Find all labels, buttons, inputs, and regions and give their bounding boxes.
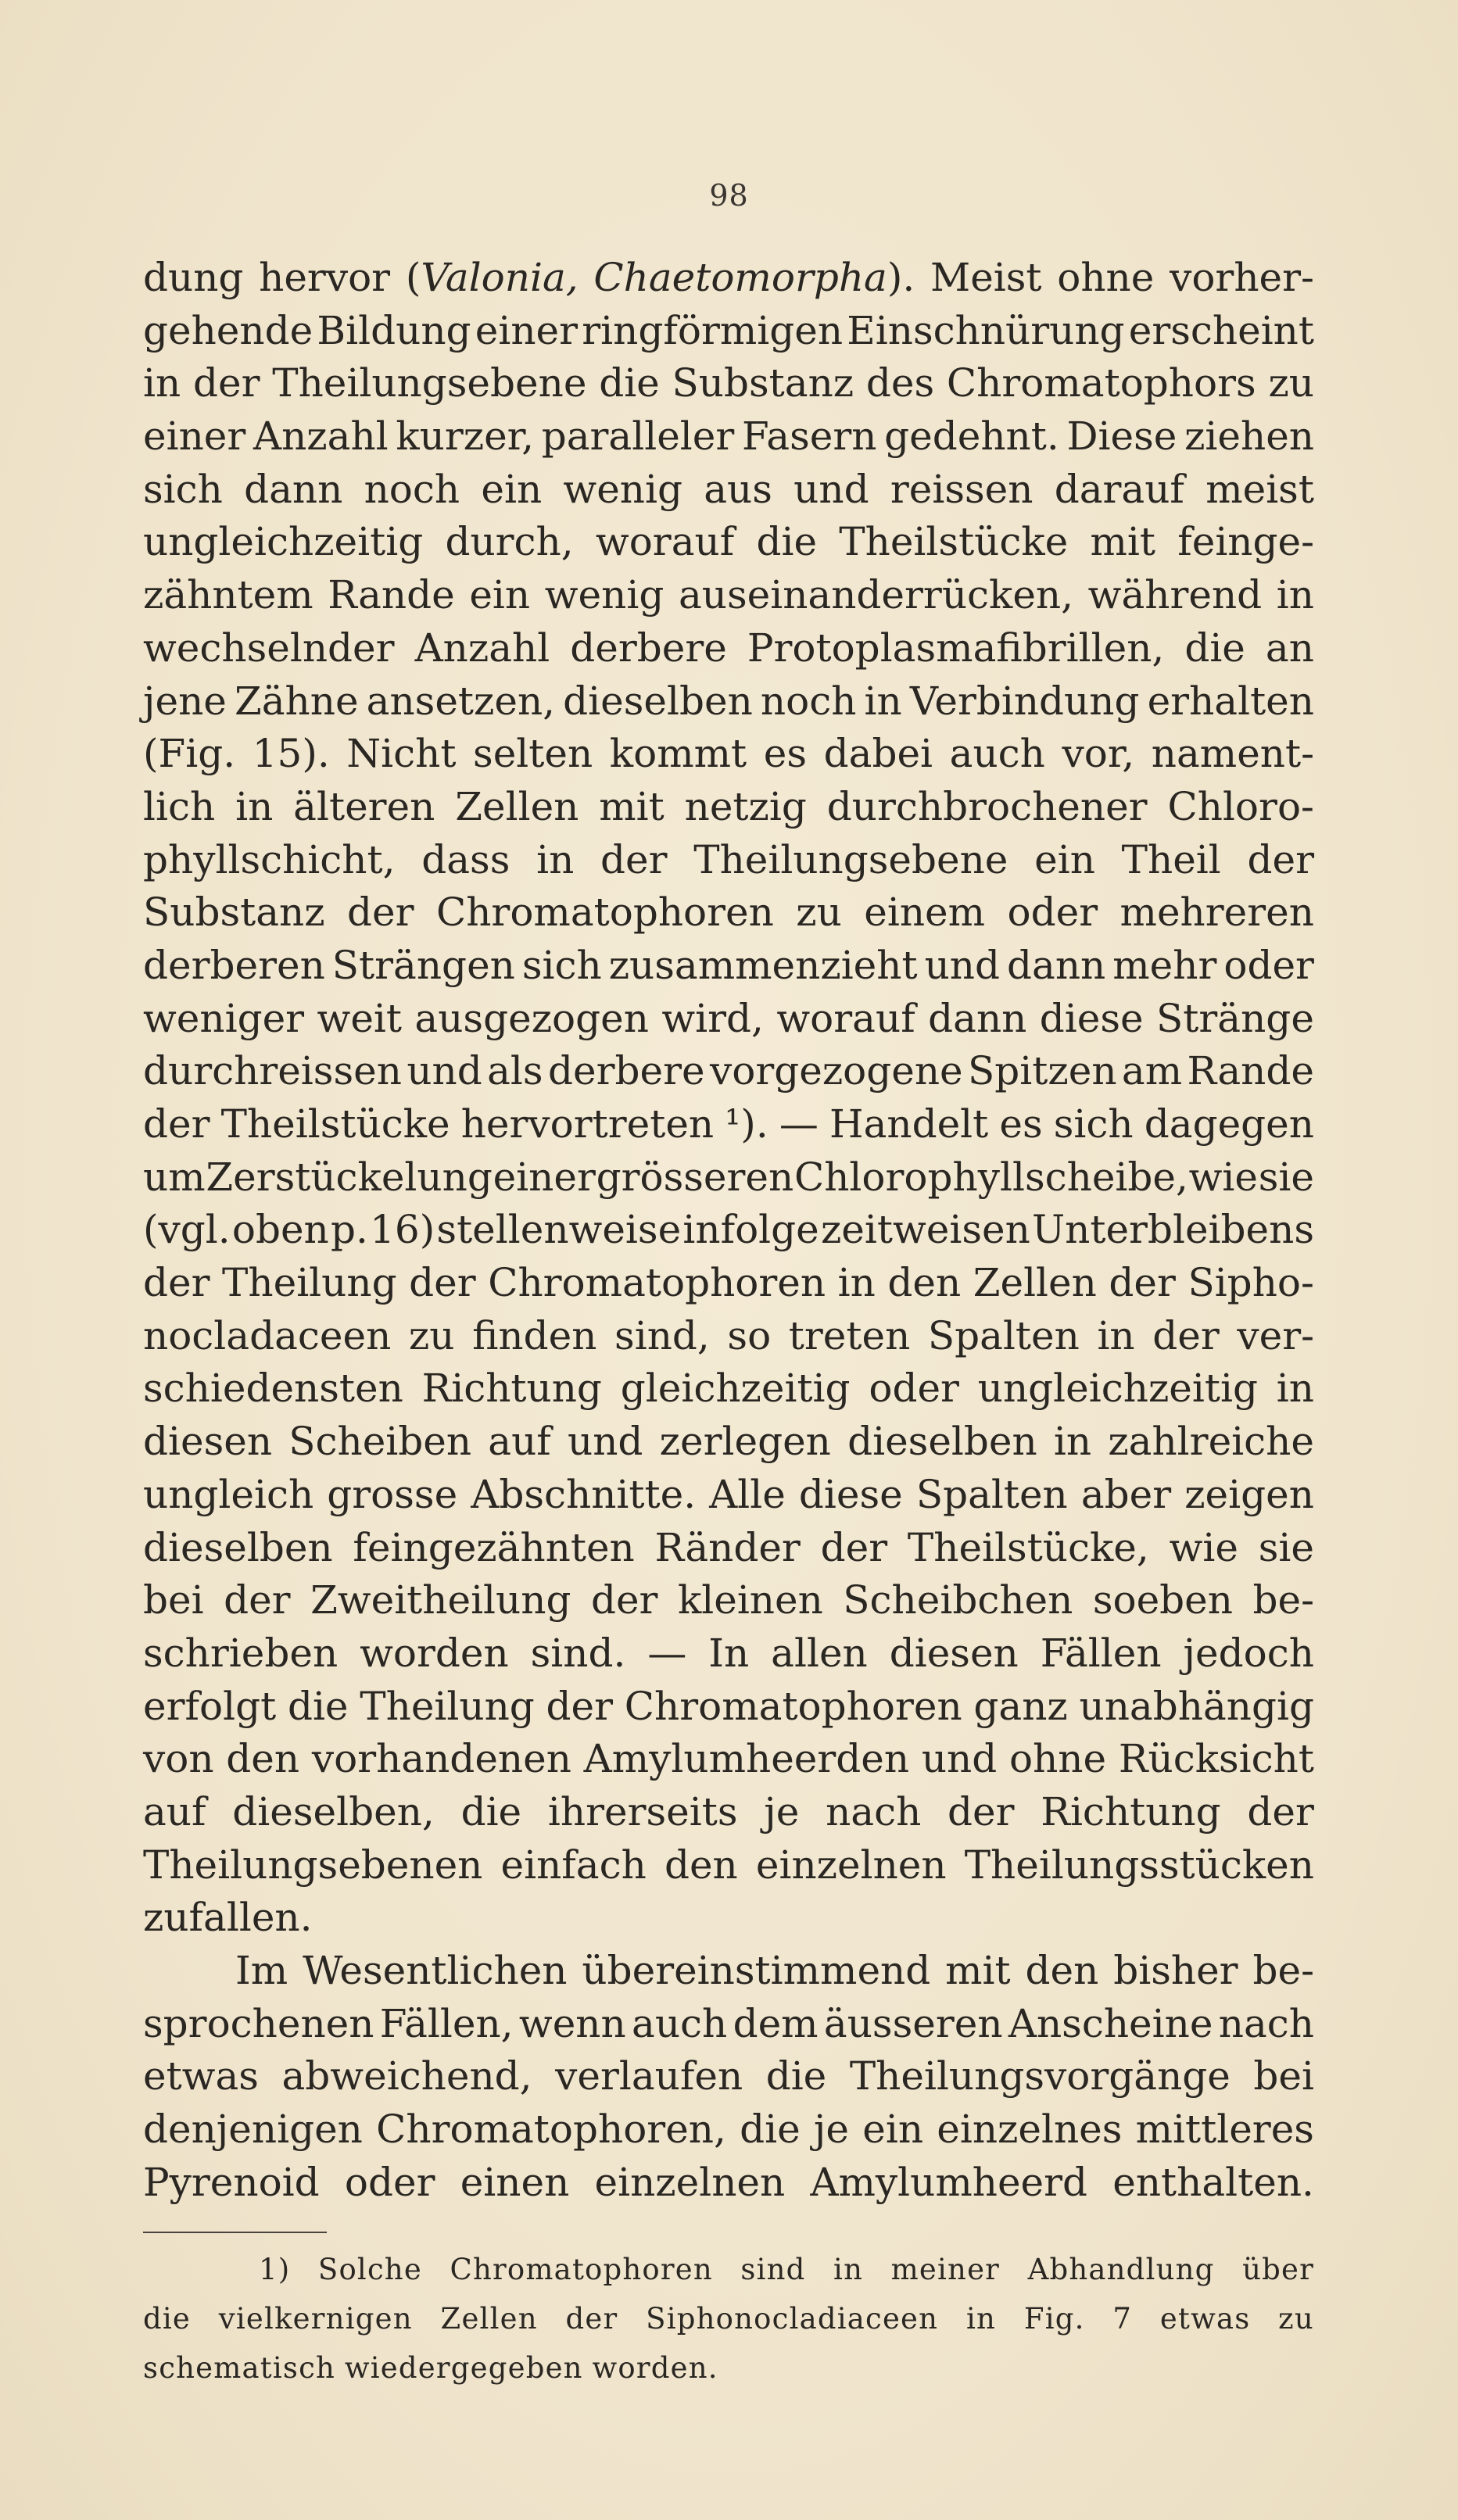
- text-line: lich in älteren Zellen mit netzig durchbrochener Chloro-: [143, 783, 1314, 829]
- text-line: ungleich grosse Abschnitte. Alle diese Spalten aber zeigen: [143, 1471, 1314, 1517]
- text-line: der Theilung der Chromatophoren in den Zellen der Sipho-: [143, 1260, 1314, 1306]
- text-line: Theilungsebenen einfach den einzelnen Theilungsstücken: [143, 1842, 1314, 1888]
- footnote-line: 1) Solche Chromatophoren sind in meiner Abhandlung über: [259, 2253, 1314, 2286]
- text-line: wechselnder Anzahl derbere Protoplasmafibrillen, die an: [143, 625, 1314, 671]
- text-line: Pyrenoid oder einen einzelnen Amylumheerd enthalten.: [143, 2159, 1314, 2205]
- text-line: zufallen.: [143, 1895, 313, 1941]
- text-line: bei der Zweitheilung der kleinen Scheibchen soeben be-: [143, 1577, 1314, 1623]
- text-line: etwas abweichend, verlaufen die Theilungsvorgänge bei: [143, 2053, 1314, 2099]
- text-line: derberen Strängen sich zusammenzieht und dann mehr oder: [143, 942, 1314, 988]
- text-line: phyllschicht, dass in der Theilungsebene ein Theil der: [143, 836, 1314, 882]
- text-line: erfolgt die Theilung der Chromatophoren ganz unabhängig: [143, 1683, 1314, 1729]
- text-line: um Zerstückelung einer grösseren Chlorophyllscheibe, wie sie: [143, 1154, 1314, 1200]
- text-line: weniger weit ausgezogen wird, worauf dann diese Stränge: [143, 995, 1314, 1041]
- text-line: durchreissen und als derbere vorgezogene Spitzen am Rande: [143, 1048, 1314, 1094]
- text-line: schrieben worden sind. — In allen diesen Fällen jedoch: [143, 1630, 1314, 1676]
- text-line: der Theilstücke hervortreten ¹). — Handelt es sich dagegen: [143, 1101, 1314, 1147]
- text-line: schiedensten Richtung gleichzeitig oder ungleichzeitig in: [143, 1366, 1314, 1412]
- text-line: jene Zähne ansetzen, dieselben noch in Verbindung erhalten: [143, 678, 1314, 724]
- text-line: gehende Bildung einer ringförmigen Einschnürung erscheint: [143, 307, 1314, 353]
- text-line: dieselben feingezähnten Ränder der Theilstücke, wie sie: [143, 1524, 1314, 1570]
- text-line: diesen Scheiben auf und zerlegen dieselben in zahlreiche: [143, 1419, 1314, 1465]
- text-line: Im Wesentlichen übereinstimmend mit den bisher be-: [235, 1948, 1314, 1993]
- text-line: sich dann noch ein wenig aus und reissen darauf meist: [143, 466, 1314, 512]
- text-line: (vgl. oben p. 16) stellenweise infolge zeitweisen Unterbleibens: [143, 1207, 1314, 1253]
- body-text: [143, 252, 1314, 2209]
- text-line: zähntem Rande ein wenig auseinanderrücken, während in: [143, 572, 1314, 618]
- text-line: dung hervor (Valonia, Chaetomorpha). Meist ohne vorher-: [143, 255, 1314, 300]
- text-line: in der Theilungsebene die Substanz des Chromatophors zu: [143, 360, 1314, 406]
- text-line: auf dieselben, die ihrerseits je nach der Richtung der: [143, 1788, 1314, 1835]
- footnote-line: schematisch wiedergegeben worden.: [143, 2351, 718, 2385]
- text-line: sprochenen Fällen, wenn auch dem äusseren Anscheine nach: [143, 2000, 1314, 2046]
- text-line: nocladaceen zu finden sind, so treten Spalten in der ver-: [143, 1312, 1314, 1358]
- text-line: einer Anzahl kurzer, paralleler Fasern gedehnt. Diese ziehen: [143, 413, 1314, 460]
- paragraph-1: [143, 252, 1314, 1945]
- text-line: (Fig. 15). Nicht selten kommt es dabei auch vor, nament-: [143, 731, 1314, 777]
- footnote-line: die vielkernigen Zellen der Siphonocladiaceen in Fig. 7 etwas zu: [143, 2302, 1314, 2336]
- text-line: Substanz der Chromatophoren zu einem oder mehreren: [143, 890, 1314, 936]
- text-line: denjenigen Chromatophoren, die je ein einzelnes mittleres: [143, 2107, 1314, 2153]
- page-number: 98: [709, 178, 749, 213]
- paragraph-2: [143, 1945, 1314, 2209]
- text-line: von den vorhandenen Amylumheerden und ohne Rücksicht: [143, 1736, 1314, 1782]
- footnote: [143, 2245, 1314, 2393]
- text-line: ungleichzeitig durch, worauf die Theilstücke mit feinge-: [143, 519, 1314, 565]
- footnote-divider: [143, 2232, 327, 2233]
